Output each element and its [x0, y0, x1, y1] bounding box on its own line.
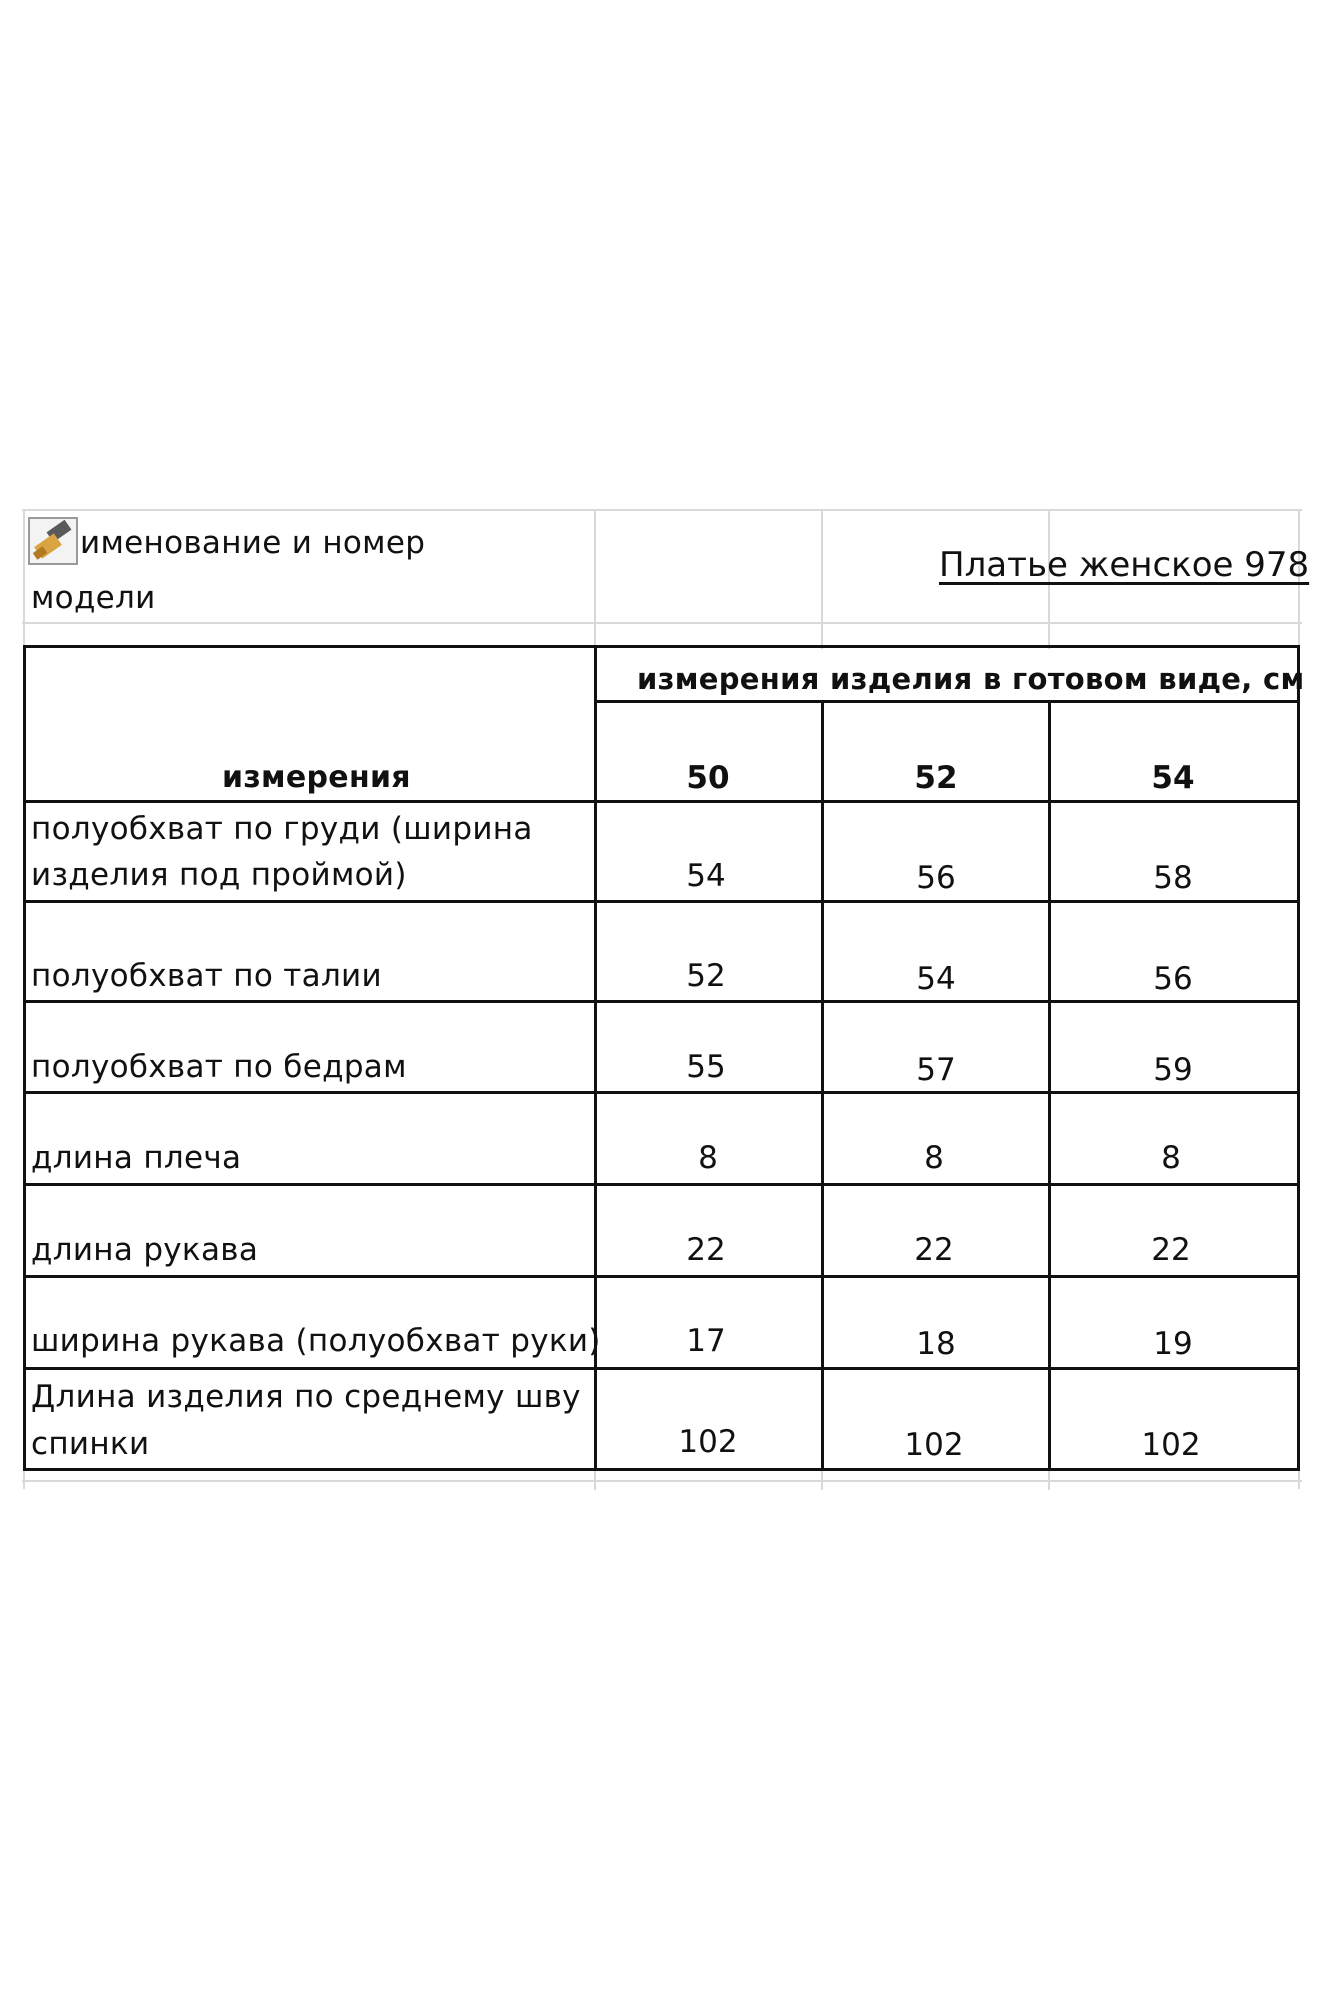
table-border-col-c [821, 700, 824, 1471]
row3-label: полуобхват по бедрам [31, 1049, 407, 1085]
row4-value-54: 8 [1161, 1140, 1181, 1176]
table-border-row6 [23, 1275, 1300, 1278]
row5-label: длина рукава [31, 1232, 259, 1268]
model-label-line2: модели [31, 580, 156, 616]
row2-value-52: 54 [916, 961, 956, 997]
row6-value-52: 18 [916, 1326, 956, 1362]
row4-value-52: 8 [924, 1140, 944, 1176]
row5-value-50: 22 [686, 1232, 726, 1268]
row1-value-54: 58 [1153, 860, 1193, 896]
row1-label-line1: полуобхват по груди (ширина [31, 811, 533, 847]
size-header-52: 52 [914, 760, 958, 796]
table-border-row5 [23, 1183, 1300, 1186]
table-border-row7 [23, 1367, 1300, 1370]
gridline-top [22, 509, 1302, 511]
model-label-line1: именование и номер [80, 525, 426, 561]
row6-label: ширина рукава (полуобхват руки) [31, 1323, 601, 1359]
row3-value-52: 57 [916, 1052, 956, 1088]
row7-value-50: 102 [678, 1424, 738, 1460]
row3-value-54: 59 [1153, 1052, 1193, 1088]
gridline-col-d-bottom [1048, 1470, 1050, 1490]
gridline-bottom [22, 1480, 1302, 1482]
row4-value-50: 8 [698, 1140, 718, 1176]
row1-label-line2: изделия под проймой) [31, 857, 407, 893]
size-header-50: 50 [686, 760, 730, 796]
group-header: измерения изделия в готовом виде, см [637, 662, 1305, 696]
table-border-top [23, 645, 1300, 648]
row1-value-52: 56 [916, 860, 956, 896]
table-border-bottom [23, 1468, 1300, 1471]
size-header-54: 54 [1151, 760, 1195, 796]
gridline-col-b [594, 509, 596, 649]
row7-label-line2: спинки [31, 1426, 150, 1462]
row4-label: длина плеча [31, 1140, 242, 1176]
row1-value-50: 54 [686, 858, 726, 894]
table-border-left [23, 645, 26, 1471]
gridline-col-c-bottom [821, 1470, 823, 1490]
table-border-col-d [1048, 700, 1051, 1471]
row5-value-54: 22 [1151, 1232, 1191, 1268]
model-name[interactable]: Платье женское 978 [939, 545, 1310, 585]
table-border-row4 [23, 1091, 1300, 1094]
paintbrush-icon[interactable] [28, 517, 78, 565]
gridline-col-c [821, 509, 823, 649]
gridline-model-row [22, 622, 1302, 624]
row7-value-52: 102 [904, 1427, 964, 1463]
model-label [80, 520, 425, 566]
row2-label: полуобхват по талии [31, 958, 382, 994]
table-border-right [1297, 645, 1300, 1471]
gridline-col-b-bottom [594, 1470, 596, 1490]
row3-value-50: 55 [686, 1049, 726, 1085]
table-border-row3 [23, 1000, 1300, 1003]
row6-value-50: 17 [686, 1323, 726, 1359]
row2-value-54: 56 [1153, 961, 1193, 997]
row2-value-50: 52 [686, 958, 726, 994]
row6-value-54: 19 [1153, 1326, 1193, 1362]
table-border-row1 [23, 800, 1300, 803]
table-border-row2 [23, 900, 1300, 903]
row5-value-52: 22 [914, 1232, 954, 1268]
measure-header: измерения [222, 760, 411, 795]
row7-value-54: 102 [1141, 1427, 1201, 1463]
row7-label-line1: Длина изделия по среднему шву [31, 1379, 581, 1415]
